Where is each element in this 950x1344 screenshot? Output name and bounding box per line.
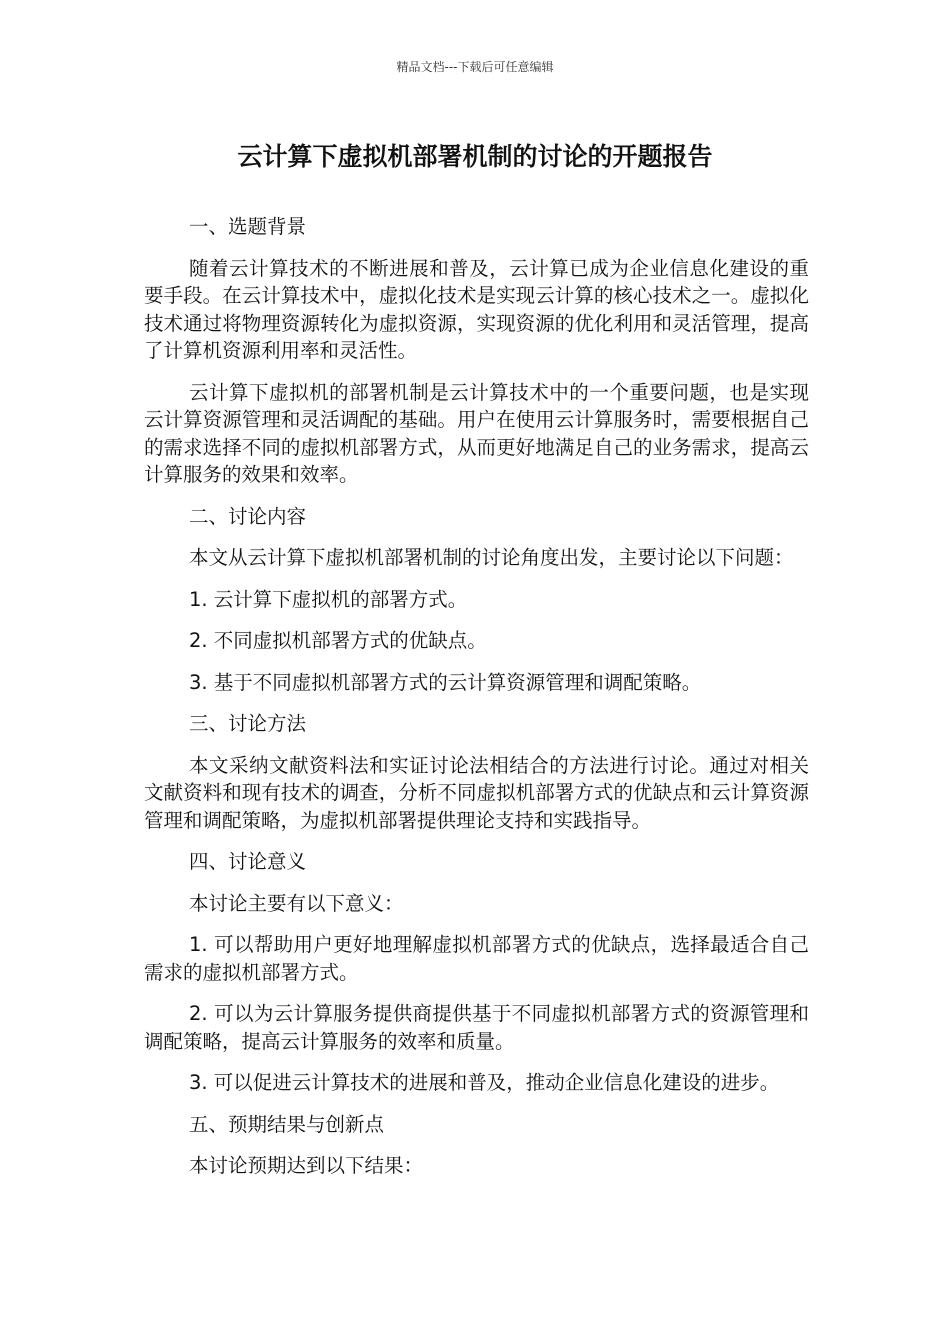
- list-item-content-3: 3. 基于不同虚拟机部署方式的云计算资源管理和调配策略。: [189, 670, 702, 694]
- paragraph-background-2: 云计算下虚拟机的部署机制是云计算技术中的一个重要问题，也是实现云计算资源管理和灵活调配的基础。用户在使用云计算服务时，需要根据自己的需求选择不同的虚拟机部署方式，从而更好地满足自己的业务需求，提高云计算服务的效果和效率。: [144, 380, 809, 486]
- section-heading-content: 二、讨论内容: [189, 504, 307, 528]
- header-note: 精品文档---下载后可任意编辑: [396, 60, 554, 74]
- section-heading-significance: 四、讨论意义: [189, 850, 307, 873]
- document-title: 云计算下虚拟机部署机制的讨论的开题报告: [237, 142, 713, 171]
- list-item-significance-1: 1. 可以帮助用户更好地理解虚拟机部署方式的优缺点，选择最适合自己需求的虚拟机部署方式。: [144, 933, 809, 984]
- paragraph-content-intro: 本文从云计算下虚拟机部署机制的讨论角度出发，主要讨论以下问题：: [189, 546, 794, 569]
- list-item-significance-2: 2. 可以为云计算服务提供商提供基于不同虚拟机部署方式的资源管理和调配策略，提高云计算服务的效率和质量。: [144, 1002, 809, 1053]
- list-item-content-2: 2. 不同虚拟机部署方式的优缺点。: [189, 629, 487, 652]
- document-body: [144, 213, 809, 1194]
- section-heading-method: 三、讨论方法: [189, 712, 307, 735]
- paragraph-background-1: 随着云计算技术的不断进展和普及，云计算已成为企业信息化建设的重要手段。在云计算技术中，虚拟化技术是实现云计算的核心技术之一。虚拟化技术通过将物理资源转化为虚拟资源，实现资源的优化利用和灵活管理，提高了计算机资源利用率和灵活性。: [144, 256, 809, 362]
- list-item-significance-3: 3. 可以促进云计算技术的进展和普及，推动企业信息化建设的进步。: [189, 1071, 780, 1094]
- paragraph-results-intro: 本讨论预期达到以下结果：: [189, 1154, 424, 1177]
- list-item-content-1: 1. 云计算下虚拟机的部署方式。: [189, 587, 468, 611]
- section-heading-background: 一、选题背景: [189, 215, 307, 238]
- paragraph-method: 本文采纳文献资料法和实证讨论法相结合的方法进行讨论。通过对相关文献资料和现有技术的调查，分析不同虚拟机部署方式的优缺点和云计算资源管理和调配策略，为虚拟机部署提供理论支持和实践指导。: [144, 753, 809, 832]
- paragraph-significance-intro: 本讨论主要有以下意义：: [189, 891, 404, 915]
- section-heading-results: 五、预期结果与创新点: [189, 1112, 385, 1136]
